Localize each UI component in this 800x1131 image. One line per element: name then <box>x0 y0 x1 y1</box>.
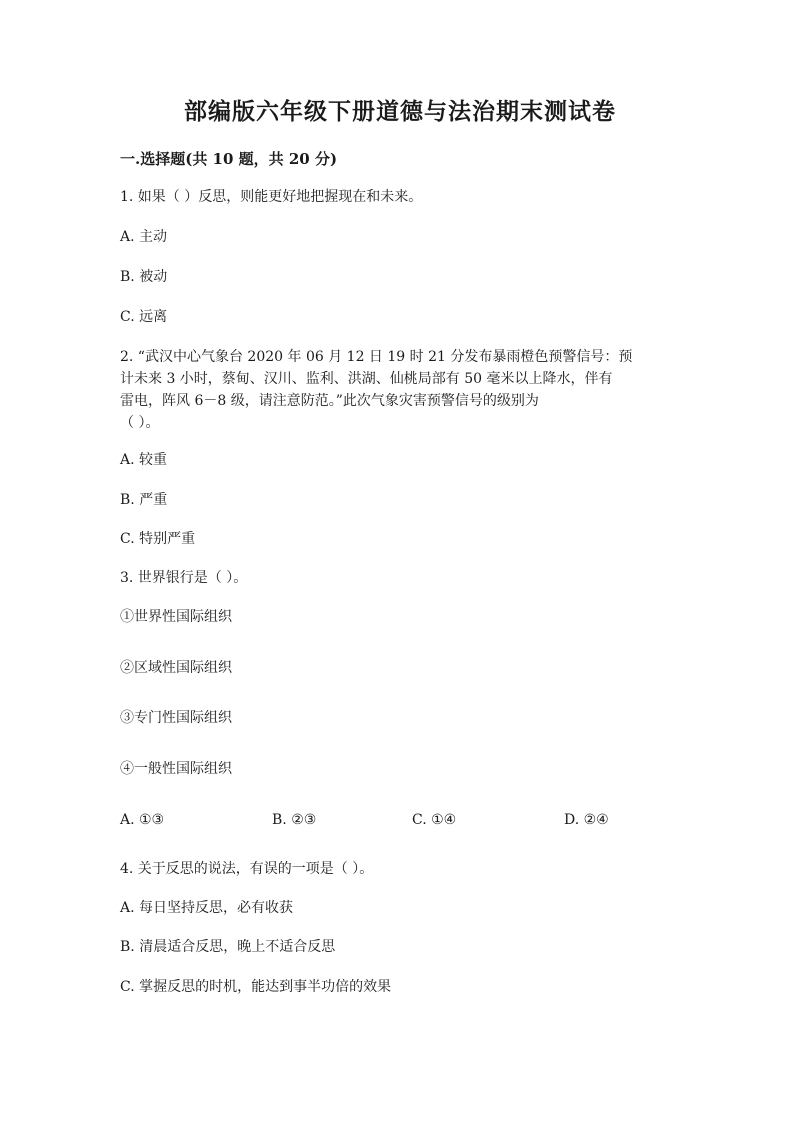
exam-title: 部编版六年级下册道德与法治期末测试卷 <box>184 98 616 125</box>
question-4-option-b: B. 清晨适合反思，晚上不适合反思 <box>120 939 336 955</box>
question-3-option-c: C. ①④ <box>412 812 457 828</box>
question-3-item-2: ②区域性国际组织 <box>120 660 232 676</box>
question-2-stem <box>120 346 685 434</box>
section-heading: 一.选择题(共 10 题，共 20 分) <box>120 150 338 168</box>
question-3-item-3: ③专门性国际组织 <box>120 710 232 726</box>
question-2-stem-line: 雷电，阵风 6－8 级，请注意防范。”此次气象灾害预警信号的级别为 <box>120 393 539 409</box>
question-1-option-a: A. 主动 <box>120 229 168 245</box>
question-2-stem-line: （ ）。 <box>120 415 160 431</box>
question-3-item-4: ④一般性国际组织 <box>120 761 232 777</box>
question-1-option-c: C. 远离 <box>120 309 168 325</box>
question-3-option-b: B. ②③ <box>272 812 317 828</box>
question-3-option-d: D. ②④ <box>564 812 609 828</box>
question-3-stem: 3. 世界银行是（ ）。 <box>120 570 248 586</box>
question-4-stem: 4. 关于反思的说法，有误的一项是（ ）。 <box>120 861 374 877</box>
question-2-option-c: C. 特别严重 <box>120 531 196 547</box>
question-2-stem-line: 计未来 3 小时，蔡甸、汉川、监利、洪湖、仙桃局部有 50 毫米以上降水，伴有 <box>120 371 613 387</box>
question-2-option-b: B. 严重 <box>120 492 168 508</box>
question-4-option-c: C. 掌握反思的时机，能达到事半功倍的效果 <box>120 979 392 995</box>
question-4-option-a: A. 每日坚持反思，必有收获 <box>120 900 294 916</box>
question-1-stem: 1. 如果（ ）反思，则能更好地把握现在和未来。 <box>120 189 423 205</box>
question-1-option-b: B. 被动 <box>120 269 168 285</box>
question-3-option-a: A. ①③ <box>120 812 165 828</box>
question-2-option-a: A. 较重 <box>120 452 168 468</box>
question-3-item-1: ①世界性国际组织 <box>120 609 232 625</box>
question-2-stem-line: 2. “武汉中心气象台 2020 年 06 月 12 日 19 时 21 分发布暴雨橙色预警信号：预 <box>120 349 633 365</box>
